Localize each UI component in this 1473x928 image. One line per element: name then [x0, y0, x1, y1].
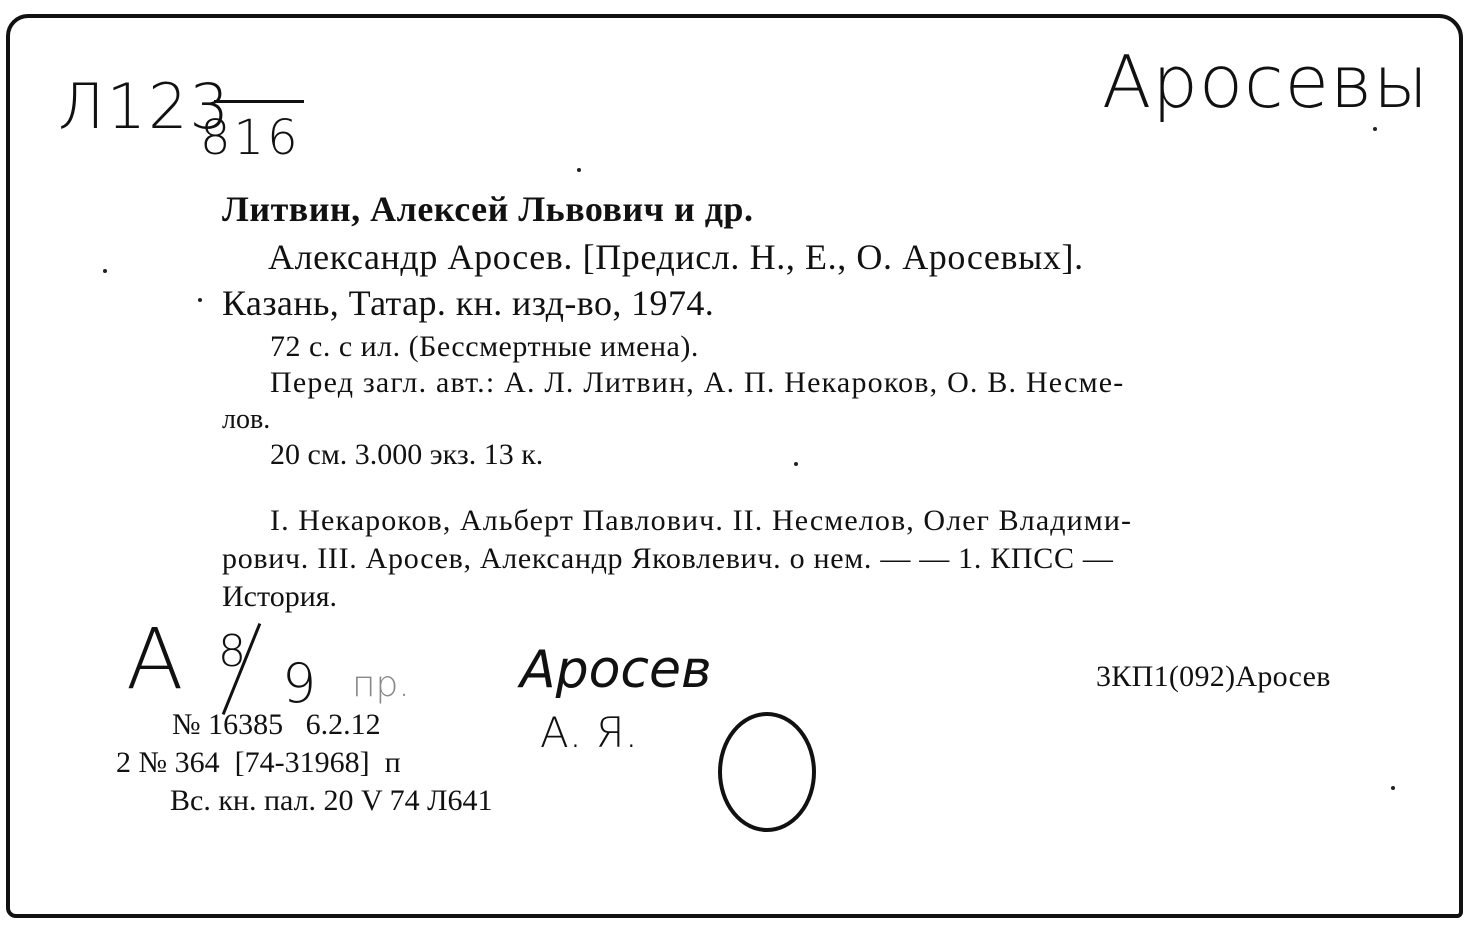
shelf-mark-prefix: Л123: [58, 70, 231, 143]
handwritten-fraction-num: 8: [218, 626, 246, 677]
shelf-mark-suffix: 816: [200, 110, 301, 166]
tracings-line-3: История.: [222, 580, 338, 613]
subject-heading: Аросевы: [1102, 40, 1430, 124]
tracings-line-1: I. Некароков, Альберт Павлович. II. Несмелов, Олег Владими-: [270, 504, 1133, 537]
handwritten-fraction-den: 9: [282, 652, 317, 715]
handwritten-a: А: [126, 610, 184, 708]
accession-number: № 16385 6.2.12: [172, 708, 381, 741]
handwritten-circle: [712, 706, 822, 836]
classification-number: 3КП1(092)Аросев: [1096, 660, 1331, 693]
extent-series: 72 с. с ил. (Бессмертные имена).: [270, 330, 699, 363]
physical-description: 20 см. 3.000 экз. 13 к.: [270, 438, 544, 471]
shelf-mark-line: [214, 100, 304, 103]
tracings-line-2: рович. III. Аросев, Александр Яковлевич. о нем. — — 1. КПСС —: [222, 542, 1114, 575]
handwritten-name-note: Аросев: [520, 640, 712, 700]
imprint: Казань, Татар. кн. изд-во, 1974.: [222, 283, 715, 323]
handwritten-initials-note: А. Я.: [540, 708, 638, 757]
title-statement: Александр Аросев. [Предисл. Н., Е., О. Аросевых].: [268, 237, 1084, 277]
book-chamber-line: Вс. кн. пал. 20 V 74 Л641: [170, 784, 493, 817]
order-number: 2 № 364 [74-31968] п: [116, 746, 401, 779]
main-entry-heading: Литвин, Алексей Львович и др.: [222, 189, 754, 229]
handwritten-faint-note: пр.: [352, 664, 410, 705]
note-line-1: Перед загл. авт.: А. Л. Литвин, А. П. Некароков, О. В. Несме-: [270, 366, 1125, 399]
note-line-2: лов.: [222, 404, 271, 435]
